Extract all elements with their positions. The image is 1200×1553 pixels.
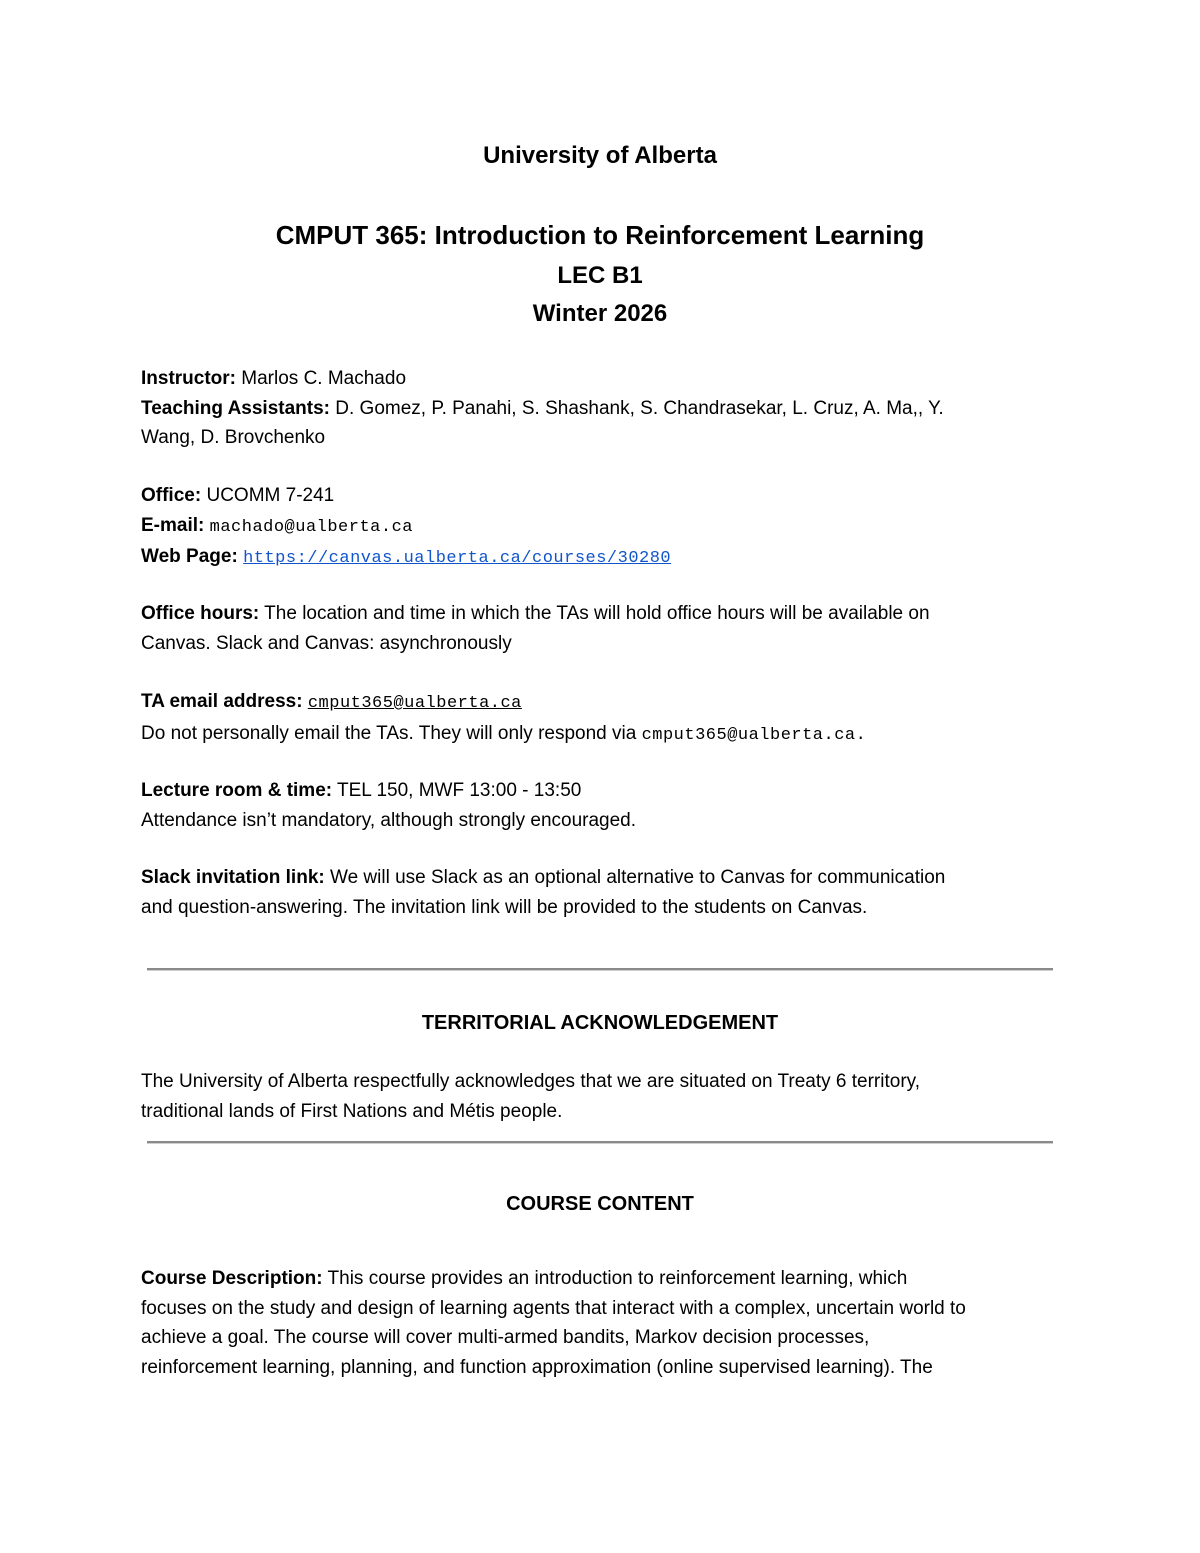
office-value: UCOMM 7-241 bbox=[206, 485, 335, 506]
office-hours-line2: Canvas. Slack and Canvas: asynchronously bbox=[141, 632, 512, 654]
course-term: Winter 2026 bbox=[532, 300, 668, 327]
section-divider bbox=[147, 1141, 1053, 1144]
ta-email-label: TA email address: bbox=[141, 691, 303, 712]
ta-email-block bbox=[141, 687, 1059, 750]
email-line bbox=[141, 511, 1059, 543]
territorial-line2: traditional lands of First Nations and Métis people. bbox=[141, 1100, 563, 1122]
course-description-block bbox=[141, 1264, 1059, 1382]
ta-line-continued: Wang, D. Brovchenko bbox=[141, 427, 326, 448]
slack-line1 bbox=[141, 863, 1059, 893]
course-title: CMPUT 365: Introduction to Reinforcement Learning bbox=[275, 220, 925, 250]
web-page-link[interactable]: https://canvas.ualberta.ca/courses/30280 bbox=[243, 549, 672, 568]
staff-block bbox=[141, 364, 1059, 453]
web-line bbox=[141, 542, 1059, 574]
syllabus-page bbox=[141, 0, 1059, 1553]
slack-block bbox=[141, 863, 1059, 922]
office-hours-text: The location and time in which the TAs will hold office hours will be available on bbox=[264, 603, 930, 624]
office-hours-block bbox=[141, 599, 1059, 658]
course-description-line2: focuses on the study and design of learning agents that interact with a complex, uncertain world to bbox=[141, 1297, 966, 1319]
territorial-line1: The University of Alberta respectfully acknowledges that we are situated on Treaty 6 territory, bbox=[141, 1071, 921, 1092]
contact-block bbox=[141, 481, 1059, 574]
ta-email-note-text: Do not personally email the TAs. They will only respond via bbox=[141, 722, 642, 744]
instructor-label: Instructor: bbox=[141, 368, 236, 389]
course-section: LEC B1 bbox=[557, 262, 643, 289]
course-description-line4: reinforcement learning, planning, and function approximation (online supervised learning). The bbox=[141, 1356, 933, 1378]
instructor-line bbox=[141, 364, 1059, 394]
email-label: E-mail: bbox=[141, 514, 205, 536]
office-hours-line1 bbox=[141, 599, 1059, 629]
lecture-line bbox=[141, 776, 1059, 806]
office-label: Office: bbox=[141, 485, 202, 506]
ta-value: D. Gomez, P. Panahi, S. Shashank, S. Chandrasekar, L. Cruz, A. Ma,, Y. bbox=[335, 397, 944, 419]
slack-label: Slack invitation link: bbox=[141, 867, 325, 888]
lecture-label: Lecture room & time: bbox=[141, 780, 333, 801]
university-name: University of Alberta bbox=[483, 142, 717, 169]
course-description-line1 bbox=[141, 1264, 1059, 1294]
attendance-note: Attendance isn’t mandatory, although strongly encouraged. bbox=[141, 809, 637, 831]
ta-email-link[interactable]: cmput365@ualberta.ca bbox=[307, 694, 522, 713]
instructor-value: Marlos C. Machado bbox=[241, 368, 407, 389]
office-line bbox=[141, 481, 1059, 511]
lecture-block bbox=[141, 776, 1059, 835]
slack-text: We will use Slack as an optional alternative to Canvas for communication bbox=[330, 867, 946, 888]
ta-label: Teaching Assistants: bbox=[141, 397, 330, 419]
course-content-heading: COURSE CONTENT bbox=[506, 1193, 694, 1215]
email-value: machado@ualberta.ca bbox=[209, 517, 413, 537]
ta-email-note-email: cmput365@ualberta.ca bbox=[641, 725, 856, 745]
section-divider bbox=[147, 968, 1053, 971]
office-hours-label: Office hours: bbox=[141, 603, 260, 624]
course-description-line3: achieve a goal. The course will cover multi-armed bandits, Markov decision processes, bbox=[141, 1327, 870, 1348]
slack-line2: and question-answering. The invitation link will be provided to the students on Canvas. bbox=[141, 896, 868, 918]
web-label: Web Page: bbox=[141, 546, 238, 567]
lecture-value: TEL 150, MWF 13:00 - 13:50 bbox=[337, 780, 582, 801]
course-description-label: Course Description: bbox=[141, 1268, 323, 1289]
ta-email-note-suffix: . bbox=[855, 725, 867, 745]
ta-email-note bbox=[141, 719, 1059, 751]
ta-line bbox=[141, 394, 1059, 424]
course-description-text: This course provides an introduction to reinforcement learning, which bbox=[327, 1268, 908, 1289]
ta-email-line bbox=[141, 687, 1059, 719]
territorial-heading: TERRITORIAL ACKNOWLEDGEMENT bbox=[421, 1012, 779, 1034]
territorial-block bbox=[141, 1067, 1059, 1126]
